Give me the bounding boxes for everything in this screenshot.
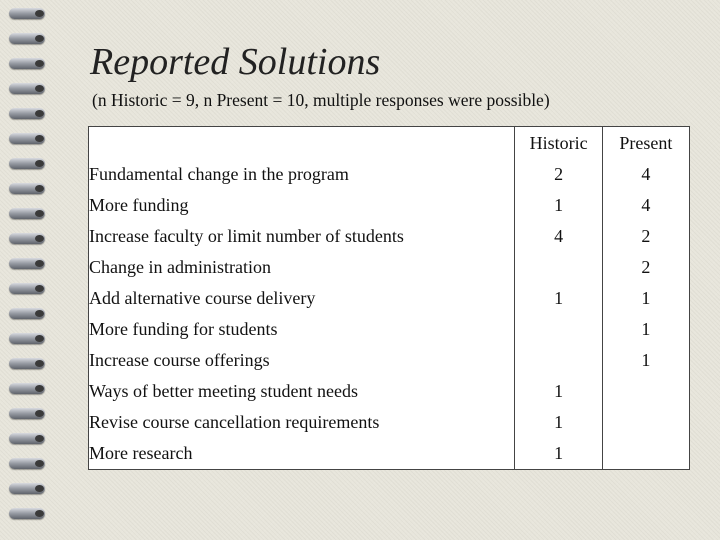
table-row bbox=[89, 407, 690, 438]
binder-ring bbox=[9, 333, 45, 344]
header-solution bbox=[89, 127, 515, 160]
table-row bbox=[89, 159, 690, 190]
table-row bbox=[89, 438, 690, 470]
table-row bbox=[89, 314, 690, 345]
header-present: Present bbox=[602, 127, 689, 160]
header-historic: Historic bbox=[515, 127, 602, 160]
binder-ring bbox=[9, 258, 45, 269]
binder-ring bbox=[9, 358, 45, 369]
historic-count: 1 bbox=[515, 407, 602, 438]
present-count: 2 bbox=[602, 221, 689, 252]
present-count: 2 bbox=[602, 252, 689, 283]
row-label: More research bbox=[89, 443, 193, 463]
binder-ring bbox=[9, 433, 45, 444]
binder-ring bbox=[9, 58, 45, 69]
table-row bbox=[89, 376, 690, 407]
binder-ring bbox=[9, 158, 45, 169]
historic-count: 1 bbox=[515, 376, 602, 407]
historic-count: 2 bbox=[515, 159, 602, 190]
table-row bbox=[89, 252, 690, 283]
binder-ring bbox=[9, 108, 45, 119]
historic-count: 1 bbox=[515, 283, 602, 314]
present-count: 1 bbox=[602, 345, 689, 376]
binder-ring bbox=[9, 183, 45, 194]
table-header-row bbox=[89, 127, 690, 160]
slide-title: Reported Solutions bbox=[90, 41, 381, 83]
binder-ring bbox=[9, 133, 45, 144]
row-label: More funding for students bbox=[89, 319, 278, 339]
row-label: Revise course cancellation requirements bbox=[89, 412, 380, 432]
row-label: Increase faculty or limit number of students bbox=[89, 226, 404, 246]
historic-count: 4 bbox=[515, 221, 602, 252]
row-label: More funding bbox=[89, 195, 189, 215]
historic-count bbox=[515, 252, 602, 283]
binder-ring bbox=[9, 458, 45, 469]
historic-count bbox=[515, 314, 602, 345]
present-count: 1 bbox=[602, 314, 689, 345]
binder-ring bbox=[9, 308, 45, 319]
present-count bbox=[602, 376, 689, 407]
binder-ring bbox=[9, 83, 45, 94]
row-label: Ways of better meeting student needs bbox=[89, 381, 358, 401]
historic-count: 1 bbox=[515, 190, 602, 221]
table-row bbox=[89, 345, 690, 376]
binder-ring bbox=[9, 483, 45, 494]
row-label: Fundamental change in the program bbox=[89, 164, 349, 184]
historic-count: 1 bbox=[515, 438, 602, 470]
present-count bbox=[602, 407, 689, 438]
solutions-table bbox=[88, 126, 690, 470]
binder-ring bbox=[9, 8, 45, 19]
table-row bbox=[89, 283, 690, 314]
slide-subtitle: (n Historic = 9, n Present = 10, multiple responses were possible) bbox=[92, 90, 550, 110]
present-count: 4 bbox=[602, 159, 689, 190]
row-label: Add alternative course delivery bbox=[89, 288, 316, 308]
binder-ring bbox=[9, 383, 45, 394]
binder-ring bbox=[9, 283, 45, 294]
binder-ring bbox=[9, 33, 45, 44]
historic-count bbox=[515, 345, 602, 376]
present-count: 4 bbox=[602, 190, 689, 221]
present-count bbox=[602, 438, 689, 470]
binder-ring bbox=[9, 208, 45, 219]
row-label: Increase course offerings bbox=[89, 350, 270, 370]
table-row bbox=[89, 190, 690, 221]
table-row bbox=[89, 221, 690, 252]
binder-ring bbox=[9, 508, 45, 519]
present-count: 1 bbox=[602, 283, 689, 314]
row-label: Change in administration bbox=[89, 257, 271, 277]
binder-ring bbox=[9, 408, 45, 419]
binder-ring bbox=[9, 233, 45, 244]
binder-rings bbox=[0, 0, 60, 540]
